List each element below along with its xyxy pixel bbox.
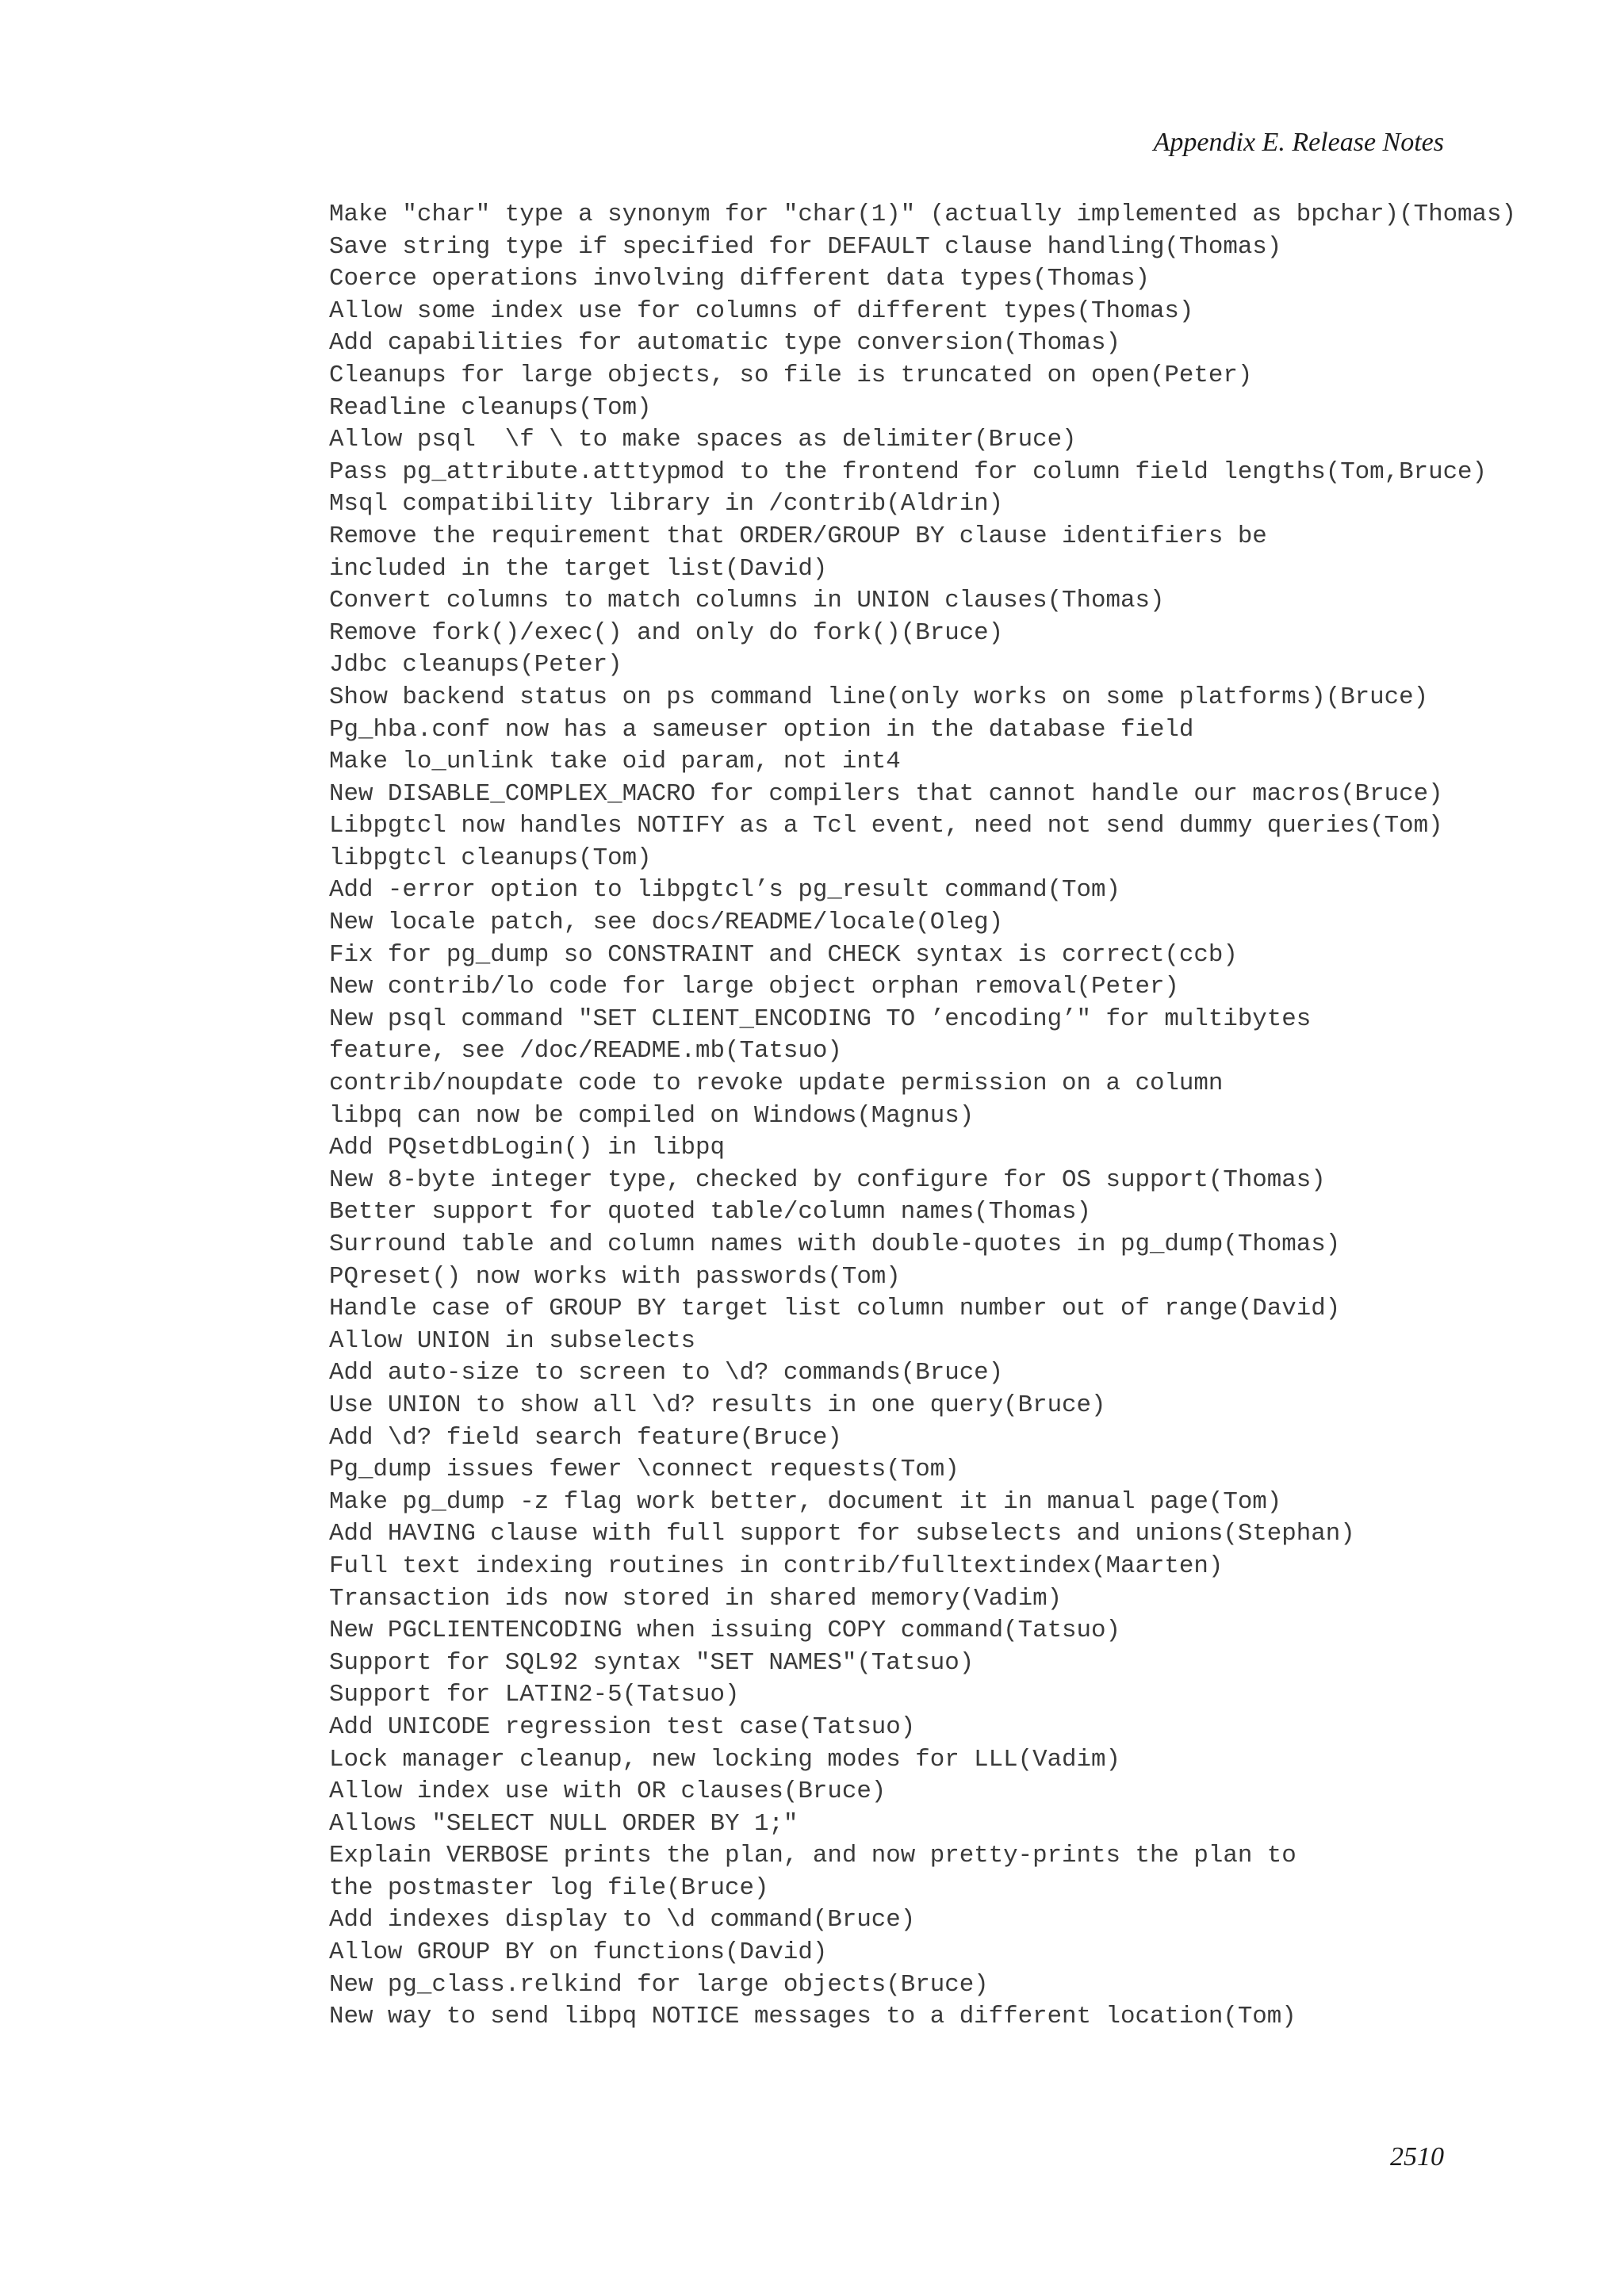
release-note-line: Remove the requirement that ORDER/GROUP BY clause identifiers be xyxy=(329,522,1267,550)
release-note-line: Cleanups for large objects, so file is truncated on open(Peter) xyxy=(329,361,1253,389)
release-note-line: Coerce operations involving different data types(Thomas) xyxy=(329,265,1150,293)
release-note-line: Transaction ids now stored in shared memory(Vadim) xyxy=(329,1584,1063,1613)
release-note-line: Add PQsetdbLogin() in libpq xyxy=(329,1134,725,1162)
release-note-line: Fix for pg_dump so CONSTRAINT and CHECK syntax is correct(ccb) xyxy=(329,940,1238,969)
release-note-line: New psql command "SET CLIENT_ENCODING TO ’encoding’" for multibytes xyxy=(329,1004,1312,1033)
release-note-line: libpgtcl cleanups(Tom) xyxy=(329,844,652,872)
release-note-line: Add capabilities for automatic type conversion(Thomas) xyxy=(329,329,1120,358)
release-note-line: New DISABLE_COMPLEX_MACRO for compilers that cannot handle our macros(Bruce) xyxy=(329,779,1443,808)
release-note-line: Allow GROUP BY on functions(David) xyxy=(329,1938,828,1967)
release-note-line: Full text indexing routines in contrib/fulltextindex(Maarten) xyxy=(329,1552,1224,1580)
release-note-line: Add \d? field search feature(Bruce) xyxy=(329,1423,842,1452)
release-note-line: Support for SQL92 syntax "SET NAMES"(Tatsuo) xyxy=(329,1648,975,1677)
release-note-line: PQreset() now works with passwords(Tom) xyxy=(329,1262,901,1291)
release-note-line: Explain VERBOSE prints the plan, and now pretty-prints the plan to xyxy=(329,1842,1297,1870)
release-note-line: Add auto-size to screen to \d? commands(Bruce) xyxy=(329,1359,1004,1387)
release-note-line: Make "char" type a synonym for "char(1)" (actually implemented as bpchar)(Thomas) xyxy=(329,201,1516,228)
release-note-line: included in the target list(David) xyxy=(329,554,828,583)
release-note-line: Allows "SELECT NULL ORDER BY 1;" xyxy=(329,1809,799,1838)
release-note-line: Jdbc cleanups(Peter) xyxy=(329,651,622,679)
release-note-line: New pg_class.relkind for large objects(Bruce) xyxy=(329,1970,989,1999)
release-note-line: feature, see /doc/README.mb(Tatsuo) xyxy=(329,1037,842,1066)
page-header-title: Appendix E. Release Notes xyxy=(1153,128,1444,157)
release-note-line: Libpgtcl now handles NOTIFY as a Tcl event, need not send dummy queries(Tom) xyxy=(329,812,1443,840)
release-note-line: New contrib/lo code for large object orphan removal(Peter) xyxy=(329,973,1179,1001)
release-note-line: Msql compatibility library in /contrib(Aldrin) xyxy=(329,490,1004,519)
release-note-line: Allow UNION in subselects xyxy=(329,1326,696,1355)
release-note-line: New 8-byte integer type, checked by configure for OS support(Thomas) xyxy=(329,1165,1326,1194)
release-note-line: Allow psql \f \ to make spaces as delimiter(Bruce) xyxy=(329,426,1077,454)
release-note-line: libpq can now be compiled on Windows(Magnus) xyxy=(329,1101,975,1130)
release-note-line: Surround table and column names with double-quotes in pg_dump(Thomas) xyxy=(329,1230,1341,1258)
release-note-line: Support for LATIN2-5(Tatsuo) xyxy=(329,1681,740,1709)
release-note-line: Add indexes display to \d command(Bruce) xyxy=(329,1906,916,1934)
release-note-line: Save string type if specified for DEFAULT clause handling(Thomas) xyxy=(329,232,1282,261)
release-note-line: Lock manager cleanup, new locking modes for LLL(Vadim) xyxy=(329,1745,1120,1774)
release-note-line: contrib/noupdate code to revoke update permission on a column xyxy=(329,1070,1224,1098)
release-note-line: Pg_dump issues fewer \connect requests(Tom) xyxy=(329,1456,959,1484)
release-note-line: Pass pg_attribute.atttypmod to the frontend for column field lengths(Tom,Bruce) xyxy=(329,457,1488,486)
release-notes-list xyxy=(329,199,1516,2034)
release-note-line: Allow some index use for columns of different types(Thomas) xyxy=(329,297,1194,325)
release-note-line: Handle case of GROUP BY target list column number out of range(David) xyxy=(329,1295,1341,1323)
release-note-line: Add UNICODE regression test case(Tatsuo) xyxy=(329,1712,916,1741)
release-note-line: New locale patch, see docs/README/locale(Oleg) xyxy=(329,909,1004,937)
release-note-line: Make pg_dump -z flag work better, document it in manual page(Tom) xyxy=(329,1487,1282,1516)
release-note-line: Allow index use with OR clauses(Bruce) xyxy=(329,1777,887,1806)
release-note-line: Convert columns to match columns in UNION clauses(Thomas) xyxy=(329,587,1165,615)
release-note-line: Better support for quoted table/column names(Thomas) xyxy=(329,1198,1092,1226)
release-note-line: New PGCLIENTENCODING when issuing COPY command(Tatsuo) xyxy=(329,1617,1120,1645)
release-note-line: Add -error option to libpgtcl’s pg_result command(Tom) xyxy=(329,876,1120,905)
release-note-line: Remove fork()/exec() and only do fork()(Bruce) xyxy=(329,618,1004,647)
release-note-line: New way to send libpq NOTICE messages to a different location(Tom) xyxy=(329,2003,1297,2031)
release-note-line: Add HAVING clause with full support for subselects and unions(Stephan) xyxy=(329,1520,1355,1548)
page-number: 2510 xyxy=(1390,2142,1444,2172)
release-note-line: Use UNION to show all \d? results in one query(Bruce) xyxy=(329,1391,1106,1419)
release-note-line: Pg_hba.conf now has a sameuser option in the database field xyxy=(329,715,1194,744)
release-note-line: Make lo_unlink take oid param, not int4 xyxy=(329,748,901,776)
release-note-line: the postmaster log file(Bruce) xyxy=(329,1873,769,1902)
release-note-line: Readline cleanups(Tom) xyxy=(329,393,652,422)
release-note-line: Show backend status on ps command line(only works on some platforms)(Bruce) xyxy=(329,683,1429,711)
